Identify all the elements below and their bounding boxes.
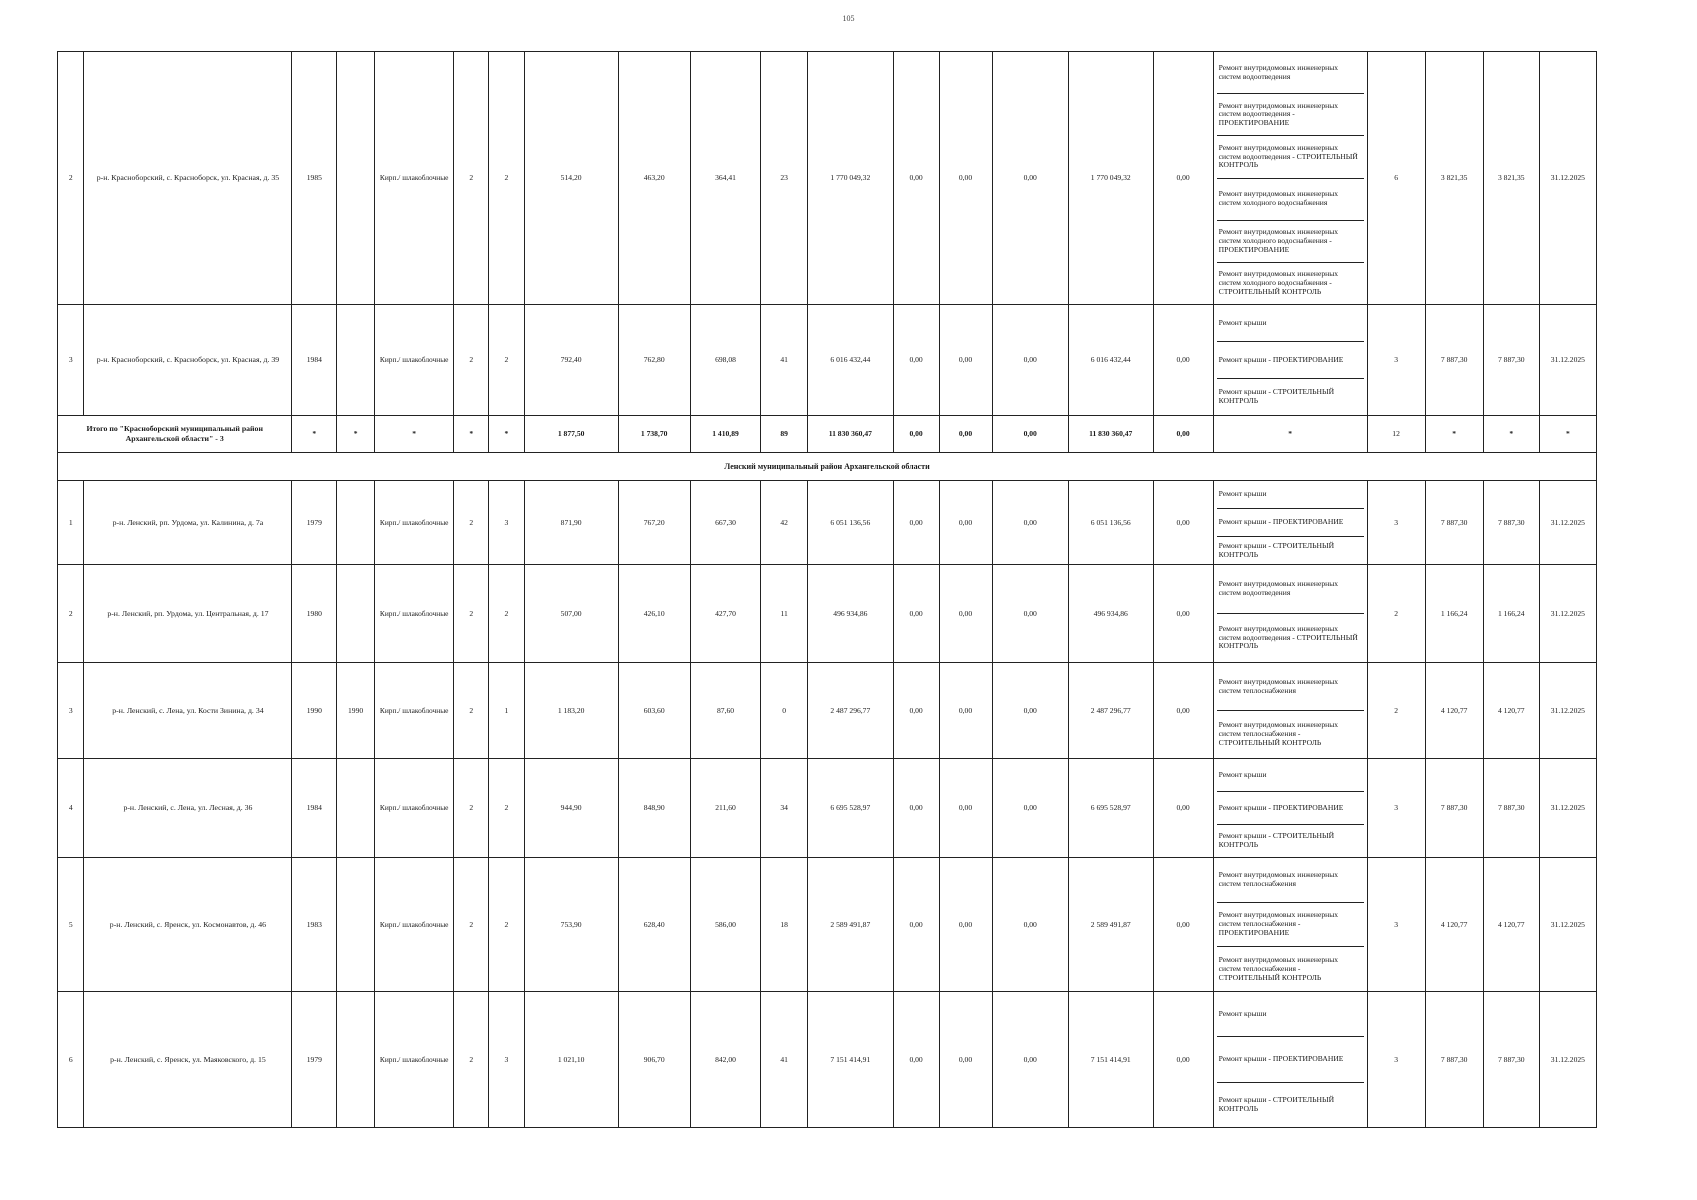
cost-total-cell: 2 487 296,77 [808,663,894,759]
table-row [58,565,1597,663]
works-count-cell: 6 [1367,52,1425,305]
cost-regional-cell: 0,00 [939,52,992,305]
residential-area-cell: 87,60 [690,663,760,759]
address-cell: р-н. Ленский, рп. Урдома, ул. Калинина, д. 7а [84,481,292,565]
year-overhaul-cell [337,52,375,305]
floors-cell: 2 [454,52,489,305]
max-unit-cost-cell: 4 120,77 [1483,858,1539,992]
total-star: * [374,416,453,453]
table-body [58,52,1597,1128]
residential-area-cell: 667,30 [690,481,760,565]
work-item: Ремонт внутридомовых инженерных систем теплоснабжения [1217,858,1364,903]
completion-date-cell: 31.12.2025 [1539,663,1596,759]
year-built-cell: 1984 [292,305,337,416]
residential-area-cell: 211,60 [690,759,760,858]
works-cell [1213,759,1367,858]
cost-regional-cell: 0,00 [939,992,992,1128]
max-unit-cost-cell: 7 887,30 [1483,992,1539,1128]
works-count-cell: 3 [1367,858,1425,992]
address-cell: р-н. Ленский, с. Яренск, ул. Маяковского, д. 15 [84,992,292,1128]
works-list [1217,481,1364,564]
total-area-cell: 944,90 [524,759,618,858]
wall-material-cell: Кирп./ шлакоблочные [374,663,453,759]
cost-owners-cell: 496 934,86 [1068,565,1153,663]
floors-cell: 2 [454,759,489,858]
wall-material-cell: Кирп./ шлакоблочные [374,992,453,1128]
floors-cell: 2 [454,481,489,565]
year-overhaul-cell [337,305,375,416]
floors-cell: 2 [454,663,489,759]
year-built-cell: 1983 [292,858,337,992]
cost-fund-cell: 0,00 [893,52,939,305]
row-number: 2 [58,52,84,305]
cost-fund-cell: 0,00 [893,992,939,1128]
cost-total-cell: 7 151 414,91 [808,992,894,1128]
entrances-cell: 2 [489,565,525,663]
total-area-cell: 1 021,10 [524,992,618,1128]
wall-material-cell: Кирп./ шлакоблочные [374,52,453,305]
work-item: Ремонт внутридомовых инженерных систем водоотведения [1217,52,1364,94]
overhaul-table-wrapper [57,51,1597,1128]
cost-total-cell: 6 016 432,44 [808,305,894,416]
table-row [58,858,1597,992]
cost-local-cell: 0,00 [992,52,1068,305]
cost-total-cell: 496 934,86 [808,565,894,663]
cost-local-cell: 0,00 [992,305,1068,416]
cost-total-cell: 6 695 528,97 [808,759,894,858]
cost-owners-cell: 2 589 491,87 [1068,858,1153,992]
works-cell [1213,663,1367,759]
row-number: 4 [58,759,84,858]
max-unit-cost-cell: 3 821,35 [1483,52,1539,305]
cost-other-cell: 0,00 [1153,663,1213,759]
work-item: Ремонт крыши - ПРОЕКТИРОВАНИЕ [1217,1037,1364,1082]
works-list [1217,663,1364,758]
year-built-cell: 1980 [292,565,337,663]
cost-local-cell: 0,00 [992,416,1068,453]
total-star: * [454,416,489,453]
cost-fund-cell: 0,00 [893,481,939,565]
row-number: 6 [58,992,84,1128]
residents-cell: 11 [761,565,808,663]
address-cell: р-н. Ленский, рп. Урдома, ул. Центральная, д. 17 [84,565,292,663]
works-cell [1213,52,1367,305]
work-item: Ремонт внутридомовых инженерных систем водоотведения - СТРОИТЕЛЬНЫЙ КОНТРОЛЬ [1217,136,1364,178]
cost-fund-cell: 0,00 [893,305,939,416]
total-area-cell: 1 877,50 [524,416,618,453]
table-row [58,52,1597,305]
total-star: * [489,416,525,453]
completion-date-cell: 31.12.2025 [1539,992,1596,1128]
total-area-cell: 753,90 [524,858,618,992]
cost-other-cell: 0,00 [1153,305,1213,416]
residents-cell: 41 [761,305,808,416]
cost-regional-cell: 0,00 [939,565,992,663]
work-item: Ремонт внутридомовых инженерных систем холодного водоснабжения [1217,179,1364,221]
cost-regional-cell: 0,00 [939,858,992,992]
cost-local-cell: 0,00 [992,858,1068,992]
work-item: Ремонт крыши [1217,481,1364,509]
table-row [58,481,1597,565]
works-count-cell: 3 [1367,481,1425,565]
entrances-cell: 2 [489,858,525,992]
entrances-cell: 3 [489,481,525,565]
residents-cell: 23 [761,52,808,305]
section-title: Ленский муниципальный район Архангельской области [58,453,1597,481]
residential-area-cell: 1 410,89 [690,416,760,453]
cost-local-cell: 0,00 [992,663,1068,759]
entrances-cell: 3 [489,992,525,1128]
cost-owners-cell: 2 487 296,77 [1068,663,1153,759]
max-unit-cost-cell: 7 887,30 [1483,759,1539,858]
cost-total-cell: 11 830 360,47 [808,416,894,453]
residents-cell: 41 [761,992,808,1128]
works-count-cell: 3 [1367,759,1425,858]
premises-area-cell: 848,90 [618,759,690,858]
floors-cell: 2 [454,305,489,416]
cost-other-cell: 0,00 [1153,565,1213,663]
residents-cell: 42 [761,481,808,565]
residential-area-cell: 842,00 [690,992,760,1128]
total-area-cell: 871,90 [524,481,618,565]
works-list [1217,305,1364,415]
cost-other-cell: 0,00 [1153,759,1213,858]
works-list [1217,992,1364,1127]
total-star: * [1483,416,1539,453]
cost-other-cell: 0,00 [1153,858,1213,992]
row-number: 2 [58,565,84,663]
cost-owners-cell: 11 830 360,47 [1068,416,1153,453]
premises-area-cell: 767,20 [618,481,690,565]
works-cell [1213,565,1367,663]
cost-total-cell: 6 051 136,56 [808,481,894,565]
works-list [1217,52,1364,304]
work-item: Ремонт внутридомовых инженерных систем теплоснабжения [1217,663,1364,711]
cost-regional-cell: 0,00 [939,481,992,565]
works-cell [1213,858,1367,992]
cost-local-cell: 0,00 [992,565,1068,663]
year-overhaul-cell [337,759,375,858]
cost-regional-cell: 0,00 [939,305,992,416]
cost-local-cell: 0,00 [992,992,1068,1128]
works-cell [1213,481,1367,565]
entrances-cell: 1 [489,663,525,759]
entrances-cell: 2 [489,52,525,305]
max-unit-cost-cell: 4 120,77 [1483,663,1539,759]
table-row [58,663,1597,759]
cost-fund-cell: 0,00 [893,416,939,453]
total-area-cell: 514,20 [524,52,618,305]
work-item: Ремонт крыши - СТРОИТЕЛЬНЫЙ КОНТРОЛЬ [1218,387,1335,405]
cost-owners-cell: 7 151 414,91 [1068,992,1153,1128]
wall-material-cell: Кирп./ шлакоблочные [374,759,453,858]
wall-material-cell: Кирп./ шлакоблочные [374,565,453,663]
works-count-cell: 2 [1367,565,1425,663]
floors-cell: 2 [454,565,489,663]
works-cell [1213,305,1367,416]
cost-regional-cell: 0,00 [939,663,992,759]
work-item: Ремонт внутридомовых инженерных систем холодного водоснабжения - СТРОИТЕЛЬНЫЙ КОНТРОЛЬ [1218,269,1339,296]
completion-date-cell: 31.12.2025 [1539,565,1596,663]
works-list [1217,858,1364,991]
year-overhaul-cell [337,481,375,565]
unit-cost-cell: 7 887,30 [1425,992,1483,1128]
total-area-cell: 792,40 [524,305,618,416]
total-star: * [1425,416,1483,453]
work-item: Ремонт крыши [1217,759,1364,792]
work-item: Ремонт внутридомовых инженерных систем теплоснабжения - ПРОЕКТИРОВАНИЕ [1217,903,1364,948]
work-item: Ремонт внутридомовых инженерных систем водоотведения [1217,565,1364,614]
work-item: Ремонт крыши - ПРОЕКТИРОВАНИЕ [1217,342,1364,379]
unit-cost-cell: 7 887,30 [1425,305,1483,416]
work-item: Ремонт крыши [1217,305,1364,342]
cost-other-cell: 0,00 [1153,416,1213,453]
premises-area-cell: 603,60 [618,663,690,759]
unit-cost-cell: 4 120,77 [1425,663,1483,759]
section-header-row [58,453,1597,481]
total-star: * [1539,416,1596,453]
cost-owners-cell: 1 770 049,32 [1068,52,1153,305]
address-cell: р-н. Красноборский, с. Красноборск, ул. Красная, д. 35 [84,52,292,305]
year-overhaul-cell [337,858,375,992]
year-overhaul-cell [337,992,375,1128]
total-star: * [337,416,375,453]
total-area-cell: 507,00 [524,565,618,663]
works-count-cell: 3 [1367,992,1425,1128]
total-area-cell: 1 183,20 [524,663,618,759]
unit-cost-cell: 7 887,30 [1425,759,1483,858]
year-overhaul-cell [337,565,375,663]
residents-cell: 89 [761,416,808,453]
table-row [58,305,1597,416]
cost-fund-cell: 0,00 [893,858,939,992]
work-item: Ремонт крыши - ПРОЕКТИРОВАНИЕ [1217,792,1364,825]
works-cell [1213,992,1367,1128]
year-built-cell: 1984 [292,759,337,858]
premises-area-cell: 1 738,70 [618,416,690,453]
year-overhaul-cell: 1990 [337,663,375,759]
wall-material-cell: Кирп./ шлакоблочные [374,305,453,416]
completion-date-cell: 31.12.2025 [1539,858,1596,992]
cost-total-cell: 1 770 049,32 [808,52,894,305]
year-built-cell: 1979 [292,992,337,1128]
premises-area-cell: 762,80 [618,305,690,416]
residential-area-cell: 364,41 [690,52,760,305]
row-number: 5 [58,858,84,992]
residents-cell: 0 [761,663,808,759]
work-item: Ремонт крыши - СТРОИТЕЛЬНЫЙ КОНТРОЛЬ [1218,540,1335,559]
wall-material-cell: Кирп./ шлакоблочные [374,858,453,992]
unit-cost-cell: 7 887,30 [1425,481,1483,565]
works-count-cell: 3 [1367,305,1425,416]
work-item: Ремонт внутридомовых инженерных систем холодного водоснабжения - ПРОЕКТИРОВАНИЕ [1217,221,1364,263]
completion-date-cell: 31.12.2025 [1539,52,1596,305]
work-item: Ремонт внутридомовых инженерных систем водоотведения - СТРОИТЕЛЬНЫЙ КОНТРОЛЬ [1218,623,1358,651]
premises-area-cell: 906,70 [618,992,690,1128]
premises-area-cell: 463,20 [618,52,690,305]
cost-owners-cell: 6 016 432,44 [1068,305,1153,416]
cost-total-cell: 2 589 491,87 [808,858,894,992]
works-list [1217,759,1364,857]
cost-regional-cell: 0,00 [939,416,992,453]
max-unit-cost-cell: 1 166,24 [1483,565,1539,663]
work-item: Ремонт внутридомовых инженерных систем теплоснабжения - СТРОИТЕЛЬНЫЙ КОНТРОЛЬ [1218,955,1339,982]
work-item: Ремонт крыши - ПРОЕКТИРОВАНИЕ [1217,509,1364,537]
max-unit-cost-cell: 7 887,30 [1483,481,1539,565]
works-list [1217,565,1364,662]
unit-cost-cell: 1 166,24 [1425,565,1483,663]
completion-date-cell: 31.12.2025 [1539,481,1596,565]
works-count-cell: 12 [1367,416,1425,453]
row-number: 3 [58,305,84,416]
cost-owners-cell: 6 051 136,56 [1068,481,1153,565]
table-row [58,759,1597,858]
work-item: Ремонт крыши [1217,992,1364,1037]
year-built-cell: 1985 [292,52,337,305]
floors-cell: 2 [454,992,489,1128]
cost-other-cell: 0,00 [1153,481,1213,565]
page-number: 105 [842,14,855,23]
cost-regional-cell: 0,00 [939,759,992,858]
entrances-cell: 2 [489,759,525,858]
overhaul-table [57,51,1597,1128]
work-item: Ремонт крыши - СТРОИТЕЛЬНЫЙ КОНТРОЛЬ [1218,1095,1335,1113]
unit-cost-cell: 3 821,35 [1425,52,1483,305]
total-star: * [292,416,337,453]
cost-other-cell: 0,00 [1153,52,1213,305]
row-number: 1 [58,481,84,565]
residents-cell: 34 [761,759,808,858]
cost-owners-cell: 6 695 528,97 [1068,759,1153,858]
address-cell: р-н. Ленский, с. Лена, ул. Лесная, д. 36 [84,759,292,858]
cost-fund-cell: 0,00 [893,663,939,759]
year-built-cell: 1979 [292,481,337,565]
work-item: Ремонт крыши - СТРОИТЕЛЬНЫЙ КОНТРОЛЬ [1218,831,1335,849]
cost-fund-cell: 0,00 [893,759,939,858]
total-label: Итого по "Красноборский муниципальный район Архангельской области" - 3 [58,416,292,453]
address-cell: р-н. Ленский, с. Лена, ул. Кости Зинина, д. 34 [84,663,292,759]
premises-area-cell: 628,40 [618,858,690,992]
max-unit-cost-cell: 7 887,30 [1483,305,1539,416]
premises-area-cell: 426,10 [618,565,690,663]
total-row [58,416,1597,453]
cost-fund-cell: 0,00 [893,565,939,663]
completion-date-cell: 31.12.2025 [1539,305,1596,416]
residential-area-cell: 586,00 [690,858,760,992]
work-item: Ремонт внутридомовых инженерных систем теплоснабжения - СТРОИТЕЛЬНЫЙ КОНТРОЛЬ [1218,720,1339,747]
wall-material-cell: Кирп./ шлакоблочные [374,481,453,565]
cost-local-cell: 0,00 [992,481,1068,565]
residential-area-cell: 698,08 [690,305,760,416]
residents-cell: 18 [761,858,808,992]
cost-other-cell: 0,00 [1153,992,1213,1128]
works-count-cell: 2 [1367,663,1425,759]
address-cell: р-н. Ленский, с. Яренск, ул. Космонавтов, д. 46 [84,858,292,992]
total-star: * [1213,416,1367,453]
address-cell: р-н. Красноборский, с. Красноборск, ул. Красная, д. 39 [84,305,292,416]
row-number: 3 [58,663,84,759]
residential-area-cell: 427,70 [690,565,760,663]
cost-local-cell: 0,00 [992,759,1068,858]
entrances-cell: 2 [489,305,525,416]
year-built-cell: 1990 [292,663,337,759]
unit-cost-cell: 4 120,77 [1425,858,1483,992]
table-row [58,992,1597,1128]
work-item: Ремонт внутридомовых инженерных систем водоотведения - ПРОЕКТИРОВАНИЕ [1217,94,1364,136]
floors-cell: 2 [454,858,489,992]
completion-date-cell: 31.12.2025 [1539,759,1596,858]
